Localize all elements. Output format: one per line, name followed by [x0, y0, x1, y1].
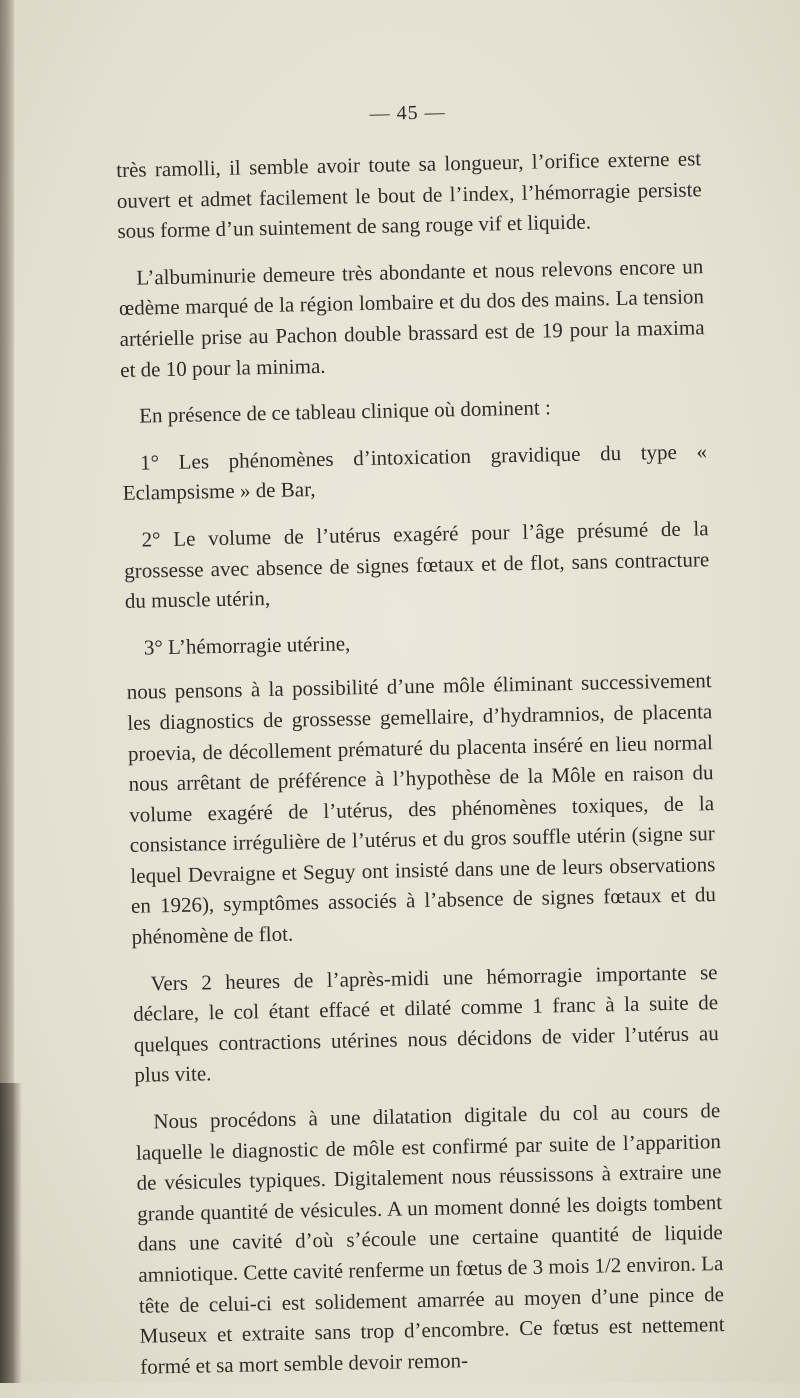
page-number: — 45 — — [369, 101, 446, 125]
book-page — [115, 96, 726, 1398]
page-body — [116, 143, 726, 1382]
paragraph-2: L’albuminurie demeure très abondante et nous relevons encore un œdème marqué de la région lombaire et du dos des mains. La tension artérielle prise au Pachon double brassard est de 19 pour la maxima et de 10 pour la minima. — [118, 254, 705, 382]
paragraph-3: En présence de ce tableau clinique où dominent : — [138, 395, 552, 428]
list-item-2: 2° Le volume de l’utérus exagéré pour l’âge présumé de la grossesse avec absence de signes fœtaux et de flot, sans contracture du muscle utérin, — [124, 516, 710, 614]
paragraph-4: nous pensons à la possibilité d’une môle éliminant successivement les diagnostics de grossesse gemellaire, d’hydramnios, de placenta proevia, de décollement prématuré du placenta inséré en lieu normal nous arrêtant de préférence à l’hypothèse de la Môle en raison du volume exagéré de l’utérus, des phénomènes toxiques, de la consistance irrégulière de l’utérus et du gros souffle utérin (signe sur lequel Devraigne et Seguy ont insisté dans une de leurs observations en 1926), symptômes associés à l’absence de signes fœtaux et du phénomène de flot. — [126, 668, 717, 949]
book-spine-shadow-bottom — [0, 1083, 22, 1383]
paragraph-5: Vers 2 heures de l’après-midi une hémorragie importante se déclare, le col étant effacé et dilaté comme 1 franc à la suite de quelques contractions utérines nous décidons de vider l’utérus au plus vite. — [132, 959, 719, 1088]
list-item-1: 1° Les phénomènes d’intoxication gravidique du type « Eclampsisme » de Bar, — [122, 438, 708, 506]
paragraph-1: très ramolli, il semble avoir toute sa longueur, l’orifice externe est ouvert et admet facilement le bout de l’index, l’hémorragie persiste sous forme d’un suintement de sang rouge vif et liquide. — [116, 146, 702, 244]
list-item-3: 3° L’hémorragie utérine, — [143, 631, 351, 660]
paragraph-6: Nous procédons à une dilatation digitale du col au cours de laquelle le diagnostic de môle est confirmé par suite de l’apparition de vésicules typiques. Digitalement nous réussissons à extraire une grande quantité de vésicules. A un moment donné les doigts tombent dans une cavité d’où s’écoule une certaine quantité de liquide amniotique. Cette cavité renferme un fœtus de 3 mois 1/2 environ. La tête de celui-ci est solidement amarrée au moyen d’une pince de Museux et extraite sans trop d’encombre. Ce fœtus est nettement formé et sa mort semble devoir remon- — [135, 1098, 725, 1379]
